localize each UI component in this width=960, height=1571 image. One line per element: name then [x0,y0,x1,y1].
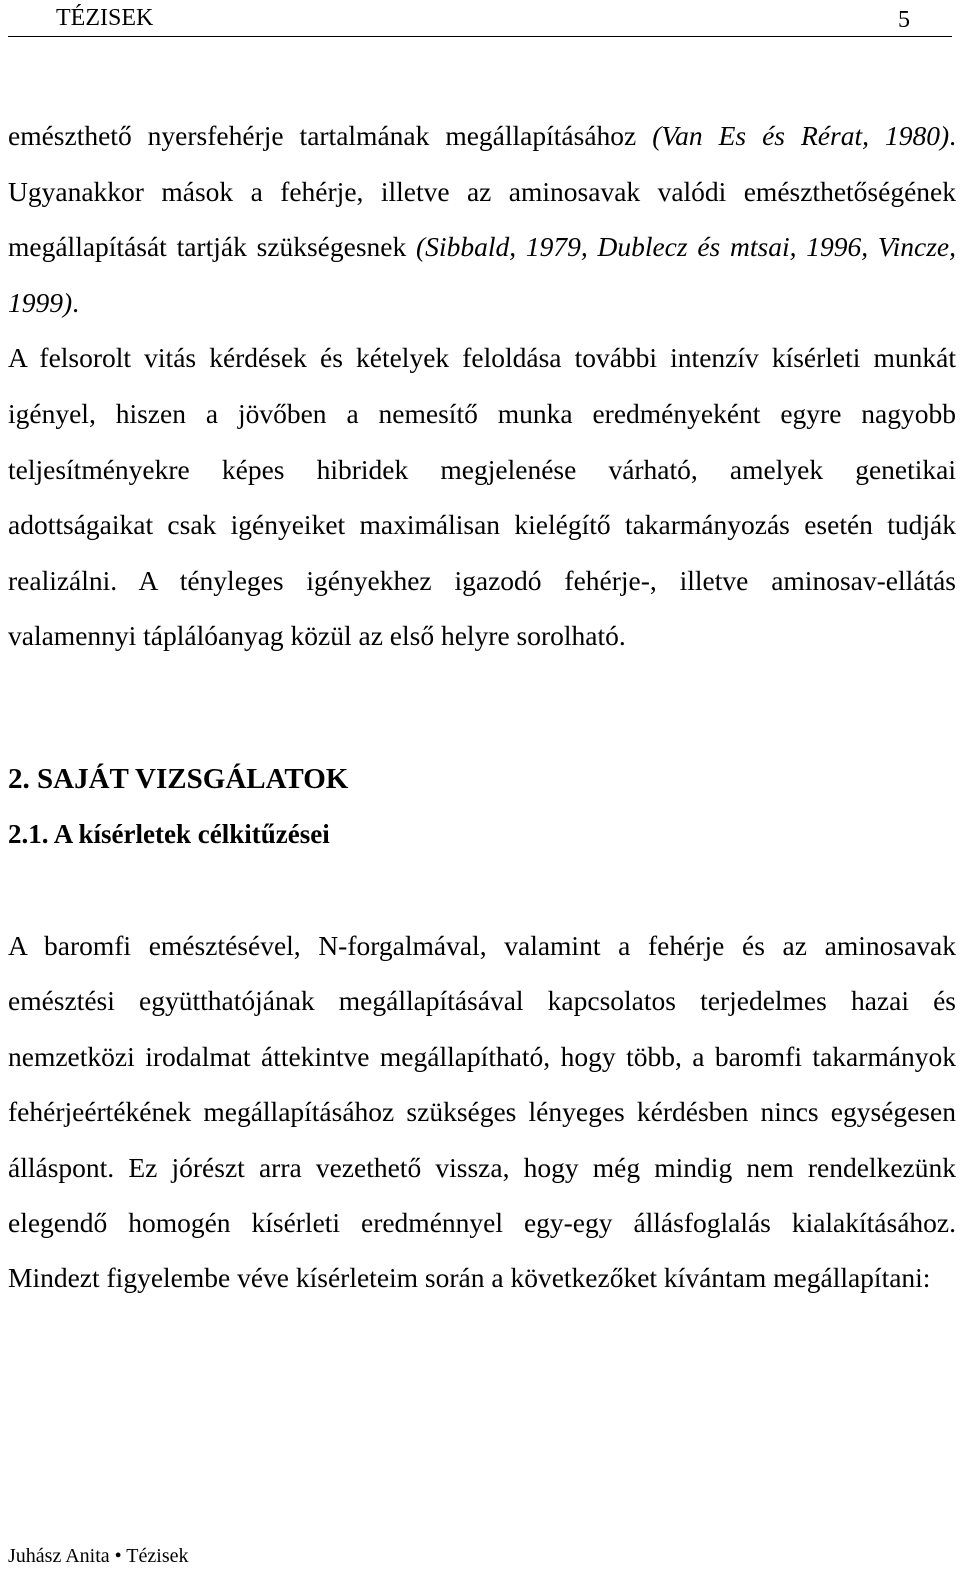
subsection-heading: 2.1. A kísérletek célkitűzései [8,819,330,849]
section-heading: 2. SAJÁT VIZSGÁLATOK [8,763,349,795]
citation: (Sibbald, 1979, Dublecz és mtsai, 1996, Vincze, 1999) [8,231,956,318]
running-title: TÉZISEK [56,5,154,31]
citation: (Van Es és Rérat, 1980) [652,120,950,151]
page-number: 5 [898,7,910,33]
paragraph-intro [8,108,956,664]
paragraph-objectives: A baromfi emésztésével, N-forgalmával, valamint a fehérje és az aminosavak emésztési együtthatójának megállapításával kapcsolatos terjedelmes hazai és nemzetközi irodalmat áttekintve megállapítható, hogy több, a baromfi takarmányok fehérjeértékének megállapításához szükséges lényeges kérdésben nincs egységesen álláspont. Ez jórészt arra vezethető vissza, hogy még mindig nem rendelkezünk elegendő homogén kísérleti eredménnyel egy-egy állásfoglalás kialakításához. Mindezt figyelembe véve kísérleteim során a következőket kívántam megállapítani: [8,930,956,1294]
paragraph-text: A felsorolt vitás kérdések és kételyek feloldása további intenzív kísérleti munkát igényel, hiszen a jövőben a nemesítő munka eredményeként egyre nagyobb teljesítményekre képes hibridek megjelenése várható, amelyek genetikai adottságaikat csak igényeiket maximálisan kielégítő takarmányozás esetén tudják realizálni. A tényleges igényekhez igazodó fehérje-, illetve aminosav-ellátás valamennyi táplálóanyag közül az első helyre sorolható. [8,342,956,652]
page-footer: Juhász Anita • Tézisek [8,1545,189,1567]
page-header [8,0,952,37]
paragraph-text: . [72,286,80,318]
paragraph-text: emészthető nyersfehérje tartalmának megállapításához [8,120,653,151]
paragraph-text: . Ugyanakkor mások a fehérje, illetve az aminosavak valódi emészthetőségének megállapítását tartják szükségesnek [8,120,956,263]
